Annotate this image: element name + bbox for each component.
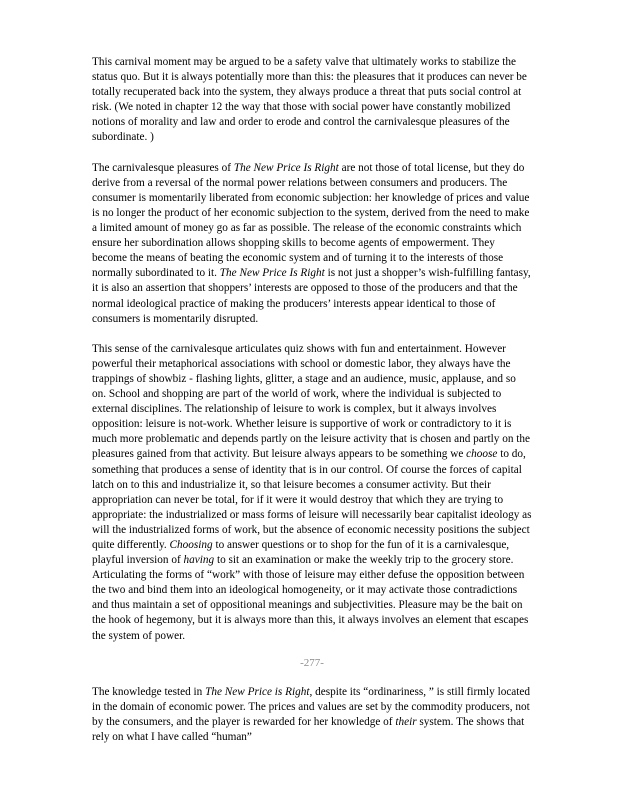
document-page — [92, 55, 532, 745]
show-title: The New Price Is Right — [233, 161, 339, 174]
paragraph-text: to do, something that produces a sense of identity that is in our control. Of course the forces of capital latch on to this and industrialize it, so that leisure becomes a consumer activity. But their appropriation can never be total, for if it were it would destroy that which they are trying to appropriate: the industrialized or mass forms of leisure will necessarily bear capitalist ideology as will the industrialized forms of work, but the absence of economic necessity positions the subject quite differently. — [92, 448, 532, 551]
paragraph-carnivalesque-pleasures — [92, 161, 532, 327]
paragraph-text: despite its “ordinariness, ” is still firmly located in the domain of economic power. The prices and values are set by the commodity producers, not by the consumers, and the player is rewarded for her knowledge of — [92, 685, 531, 728]
paragraph-text: system. The shows that rely on what I have called “human” — [92, 715, 525, 744]
emphasis-word: Choosing — [169, 539, 213, 551]
paragraph-text: This sense of the carnivalesque articulates quiz shows with fun and entertainment. However powerful their metaphorical associations with school or domestic labor, they always have the trappings of showbiz - flashing lights, glitter, a stage and an audience, music, applause, and so on. School and shopping are part of the world of work, where the individual is subjected to external disciplines. The relationship of leisure to work is complex, but it always involves opposition: leisure is not-work. Whether leisure is supportive of work or contradictory to it is much more problematic and depends partly on the leisure activity that is chosen and partly on the pleasures gained from that activity. But leisure always appears to be something we — [92, 342, 530, 461]
page-number-text: -277- — [300, 656, 324, 669]
page-number — [92, 656, 532, 671]
paragraph-text: to sit an examination or make the weekly trip to the grocery store. Articulating the forms of “work” with those of leisure may either defuse the opposition between the two and bind them into an ideological homogeneity, or it may activate those contradictions and thus maintain a set of oppositional meanings and subjectivities. Pleasure may be the bait on the hook of hegemony, but it is always more than this, it always involves an element that escapes the system of power. — [92, 554, 529, 642]
paragraph-knowledge-tested — [92, 685, 532, 745]
paragraph-text: is not just a shopper’s wish-fulfilling fantasy, it is also an assertion that shoppers’ interests are opposed to those of the producers and that the normal ideological practice of making the producers’ interests appear identical to those of consumers is momentarily disrupted. — [92, 267, 531, 325]
paragraph-text: to answer questions or to shop for the fun of it is a carnivalesque, playful inversion of — [92, 539, 510, 567]
paragraph-carnival-moment — [92, 55, 532, 146]
paragraph-text: This carnival moment may be argued to be a safety valve that ultimately works to stabilize the status quo. But it is always potentially more than this: the pleasures that it produces can never be totally recuperated back into the system, they always produce a threat that puts social control at risk. (We noted in chapter 12 the way that those with social power have constantly mobilized notions of morality and law and order to erode and control the carnivalesque pleasures of the subordinate. ) — [92, 56, 527, 144]
paragraph-text: The carnivalesque pleasures of — [92, 161, 234, 174]
emphasis-word: choose — [466, 448, 498, 461]
paragraph-leisure-and-work — [92, 342, 532, 644]
show-title: The New Price Is Right — [219, 267, 325, 280]
paragraph-text: are not those of total license, but they do derive from a reversal of the normal power relations between consumers and producers. The consumer is momentarily liberated from economic subjection: her knowledge of prices and value is no longer the product of her economic subjection to the system, derived from the need to make a limited amount of money go as far as possible. The release of the economic constraints which ensure her subordination allows shopping skills to become agents of empowerment. They become the means of beating the economic system and of turning it to the interests of those normally subordinated to it. — [92, 161, 530, 280]
show-title: The New Price is Right, — [205, 685, 313, 698]
emphasis-word: having — [183, 554, 215, 567]
paragraph-text: The knowledge tested in — [92, 685, 206, 698]
emphasis-word: their — [395, 715, 417, 728]
